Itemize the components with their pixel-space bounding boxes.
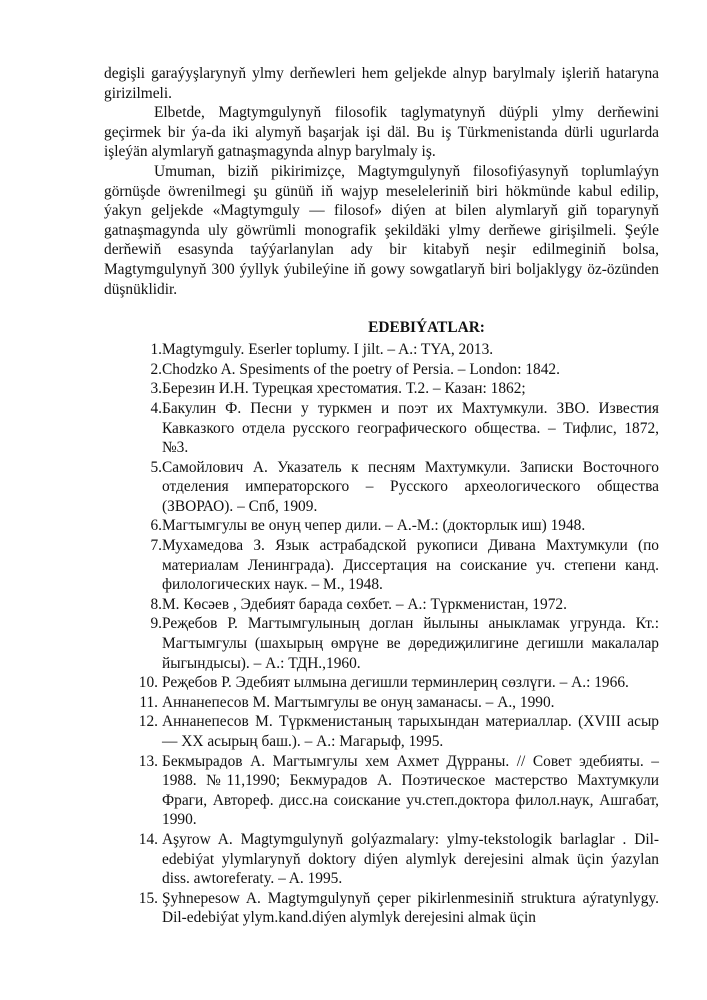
reference-number: 11. [139, 693, 158, 711]
reference-text: Aşyrow A. Magtymgulynyň golýazmalary: ylmy-tekstologik barlaglar . Dil-edebiýat ylymlarynyň doktory diýen alymlyk derejesini almak üçin ýazylan diss. awtoreferaty. – A. 1995. [162, 830, 659, 888]
reference-item [148, 614, 659, 673]
reference-number: 1. [150, 341, 162, 359]
reference-text: Аннанепесов М. Магтымгулы ве онуң заманасы. – А., 1990. [162, 693, 555, 711]
reference-item [148, 379, 659, 399]
paragraph-conclusion: Umuman, biziň pikirimizçe, Magtymgulynyň filosofiýasynyň toplumlaýyn görnüşde öwrenilmegi şu günüň iň wajyp meseleleriniň biri hökmünde kabul edilip, ýakyn geljekde «Magtymguly — filosof» diýen at bilen alymlaryň giň toparynyň gatnaşmagynda uly göwrümli monografik şekildäki ylmy derňewe girişilmeli. Şeýle derňewiň esasynda taýýarlanylan ady bir kitabyň neşir edilmeginiň bolsa, Magtymgulynyň 300 ýyllyk ýubileýine iň gowy sowgatlaryň biri boljaklygy öz-özünden düşnüklidir. [104, 162, 659, 298]
reference-item [138, 752, 659, 830]
reference-item [148, 516, 659, 536]
reference-number: 8. [150, 595, 162, 613]
reference-item [148, 595, 659, 615]
reference-number: 14. [138, 830, 158, 848]
reference-text: Мухамедова З. Язык астрабадской рукописи Дивана Махтумкули (по материалам Ленинграда). Диссертация на соискание уч. степени канд. филологических наук. – М., 1948. [162, 537, 659, 594]
reference-number: 7. [150, 537, 162, 555]
reference-item [148, 536, 659, 595]
reference-item [148, 360, 659, 380]
paragraph-continuation: degişli garaýyşlarynyň ylmy derňewleri hem geljekde alnyp barylmaly işleriň hataryna girizilmeli. [104, 65, 659, 102]
reference-text: Реҗебов Р. Эдебият ылмына дегишли терминлериң сөзлүги. – А.: 1966. [162, 674, 629, 692]
reference-item [148, 458, 659, 517]
reference-number: 2. [150, 360, 162, 378]
references-list [104, 340, 659, 928]
reference-item [138, 712, 659, 751]
references-title: EDEBIÝATLAR: [368, 319, 485, 337]
reference-item [148, 399, 659, 458]
reference-text: М. Көсәев , Эдебият барада сөхбет. – А.: Түркменистан, 1972. [162, 595, 567, 613]
reference-text: Магтымгулы ве онуң чепер дили. – А.-М.: (докторлык иш) 1948. [162, 517, 586, 535]
reference-number: 13. [138, 752, 158, 770]
reference-number: 15. [138, 889, 158, 907]
reference-item [148, 340, 659, 360]
reference-number: 3. [150, 380, 162, 398]
reference-number: 9. [150, 615, 162, 633]
body-text [104, 64, 659, 299]
reference-number: 12. [138, 713, 158, 731]
reference-item [138, 830, 659, 889]
reference-text: Бекмырадов А. Магтымгулы хем Ахмет Дүррaны. // Совет эдебияты. – 1988. №11,1990; Бекмурадов А. Поэтическое мастерство Махтумкули Фраги, Автореф. дисс.на соискание уч.степ.доктора филол.наук, Ашгабат, 1990. [162, 752, 659, 829]
reference-text: Magtymguly. Eserler toplumy. I jilt. – A.: TYA, 2013. [162, 341, 494, 359]
reference-text: Самойлович А. Указатель к песням Махтумкули. Записки Восточного отделения императорского – Русского археологического общества (ЗВОРАО). – Спб, 1909. [162, 458, 659, 515]
paragraph-philosophy-analysis: Elbetde, Magtymgulynyň filosofik taglymatynyň düýpli ylmy derňewini geçirmek bir ýa-da iki alymyň başarjak işi däl. Bu iş Türkmenistanda dürli ugurlarda işleýän alymlaryň gatnaşmagynda alnyp barylmaly iş. [104, 104, 659, 161]
reference-number: 10. [138, 674, 158, 692]
reference-number: 4. [150, 399, 162, 417]
reference-text: Chodzko A. Spesiments of the poetry of Persia. – London: 1842. [162, 360, 560, 378]
reference-text: Березин И.Н. Турецкая хрестоматия. Т.2. – Казан: 1862; [162, 380, 526, 398]
reference-text: Аннанепесов М. Түркменистаның тарыхындан материаллар. (XVIII асыр — XX асырың баш.). – А.: Магарыф, 1995. [162, 713, 659, 750]
reference-text: Şyhnepesow A. Magtymgulynyň çeper pikirlenmesiniň struktura aýratynlygy. Dil-edebiýat ylym.kand.diýen alymlyk derejesini almak üçin [162, 889, 659, 927]
reference-text: Бакулин Ф. Песни у туркмен и поэт их Махтумкули. ЗВО. Известия Кавказкого отдела русского географического общества. – Тифлис, 1872, №3. [162, 399, 659, 457]
reference-item [138, 889, 659, 928]
reference-number: 6. [150, 517, 162, 535]
reference-number: 5. [150, 458, 162, 476]
reference-item [139, 693, 659, 713]
reference-item [138, 673, 659, 693]
reference-text: Реҗебов Р. Магтымгулының доглан йылыны аныкламак угрунда. Кт.: Магтымгулы (шахырың өмрүне ве дөредиҗилигине дегишли макалалар йыгындысы). – А.: ТДН.,1960. [162, 615, 659, 672]
